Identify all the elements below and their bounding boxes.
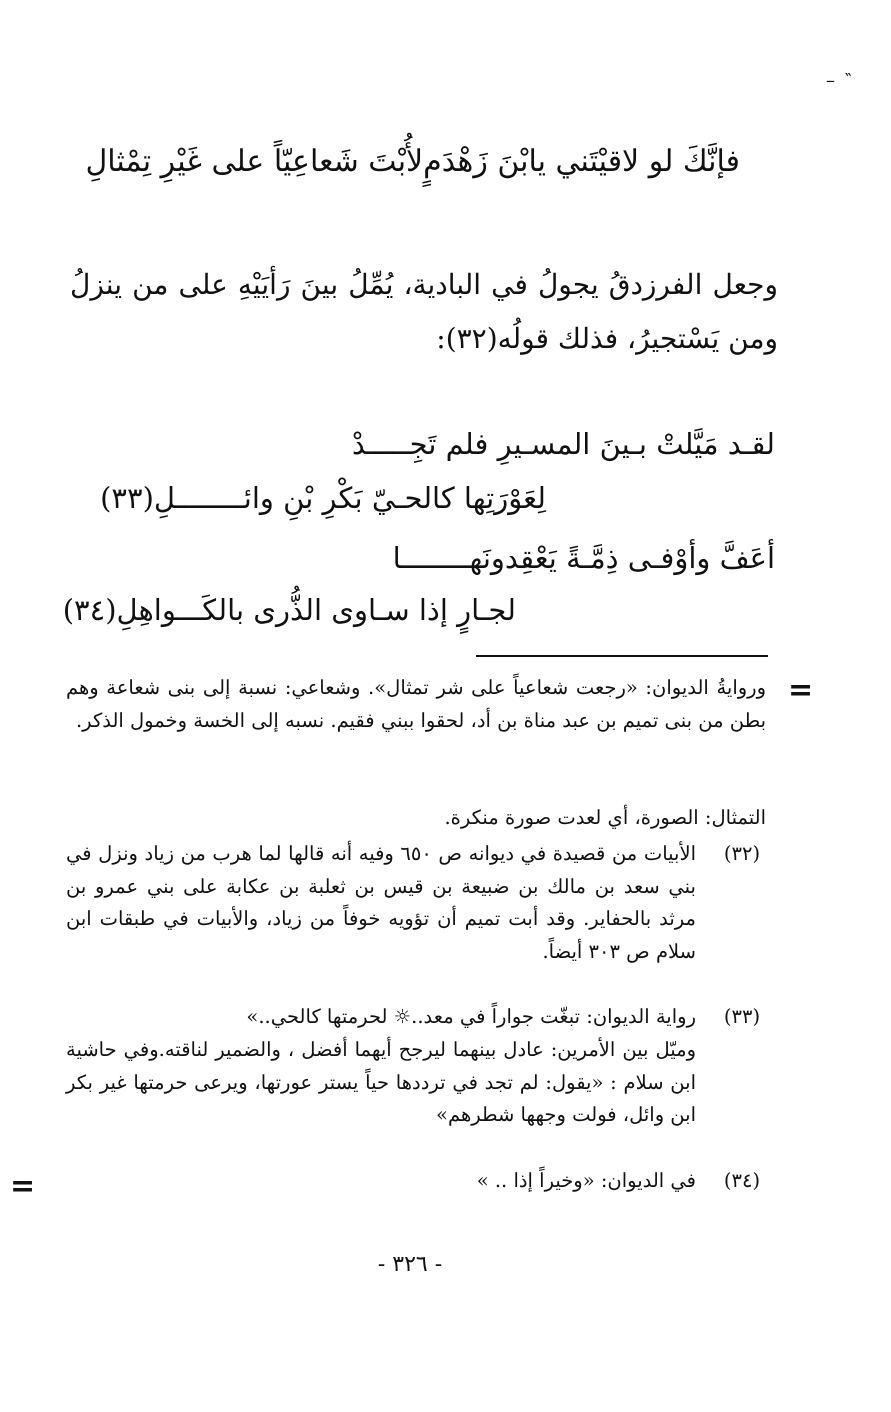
poem-line-4: لجـارٍ إذا سـاوى الذُّرى بالكَـــواهِلِ(٣٤) [62,593,516,627]
footnote-number-32: (٣٢) [723,842,761,865]
verse-hemistich-1: فإنَّكَ لو لاقيْتَني يابْنَ زَهْدَمٍ [423,144,740,179]
prose-paragraph: وجعل الفرزدقُ يجولُ في البادية، يُمِّلُ بينَ رَأيَيْهِ على من ينزلُ ومن يَسْتجيرُ، فذلك قولُه(٣٢): [70,268,778,355]
poem-line-3: أعَفَّ وأوْفـى ذِمَّـةً يَعْقِدونَهــــــــا [392,541,775,575]
footnote-number-33: (٣٣) [723,1005,761,1028]
poem-line-1: لقـد مَيَّلتْ بـينَ المسـيرِ فلم تَجِـــــدْ [351,427,775,461]
footnote-continued-2: التمثال: الصورة، أي لعدت صورة منكرة. [444,806,766,829]
footnote-32: الأبيات من قصيدة في ديوانه ص ٦٥٠ وفيه أنه قالها لما هرب من زياد ونزل في بني سعد بن مالك بن ضبيعة بن قيس بن ثعلبة بن عكابة على بني عمرو بن مرثد بالحفاير. وقد أبت تميم أن تؤويه خوفاً من زياد، والأبيات في طبقات ابن سلام ص ٣٠٣ أيضاً. [66,842,696,963]
verse-hemistich-2: لأُبْتَ شَعاعِيّاً على غَيْرِ تِمْثالِ [85,144,424,179]
poem-line-2: لِعَوْرَتِها كالحـيّ بَكْرِ بْنِ وائــــــــلِ(٣٣) [100,481,546,515]
footnote-33: رواية الديوان: تبغّت جواراً في معد..☼ لحرمتها كالحي..» [246,1005,696,1028]
opening-verse [85,140,740,184]
footnote-34: في الديوان: «وخيراً إذا .. » [476,1169,696,1192]
margin-mark-top: = [788,673,814,708]
footnote-divider [476,655,768,657]
footnote-33-continued: وميّل بين الأمرين: عادل بينهما ليرجح أيهما أفضل ، والضمير لناقته.وفي حاشية ابن سلام : «يقول: لم تجد في ترددها حياً يستر عورتها، ويرعى حرمتها غير بكر ابن وائل، فولت وجهها شطرهم» [66,1038,696,1126]
footnote-number-34: (٣٤) [723,1169,761,1192]
page-number: - ٣٢٦ - [377,1252,443,1277]
margin-mark-bottom: = [10,1169,36,1204]
corner-mark: – ‶ [826,70,854,91]
footnote-continued: وروايةُ الديوان: «رجعت شعاعياً على شر تمثال». وشعاعي: نسبة إلى بنى شعاعة وهم بطن من بنى تميم بن عبد مناة بن أد، لحقوا ببني فقيم. نسبه إلى الخسة وخمول الذكر. [66,676,766,732]
